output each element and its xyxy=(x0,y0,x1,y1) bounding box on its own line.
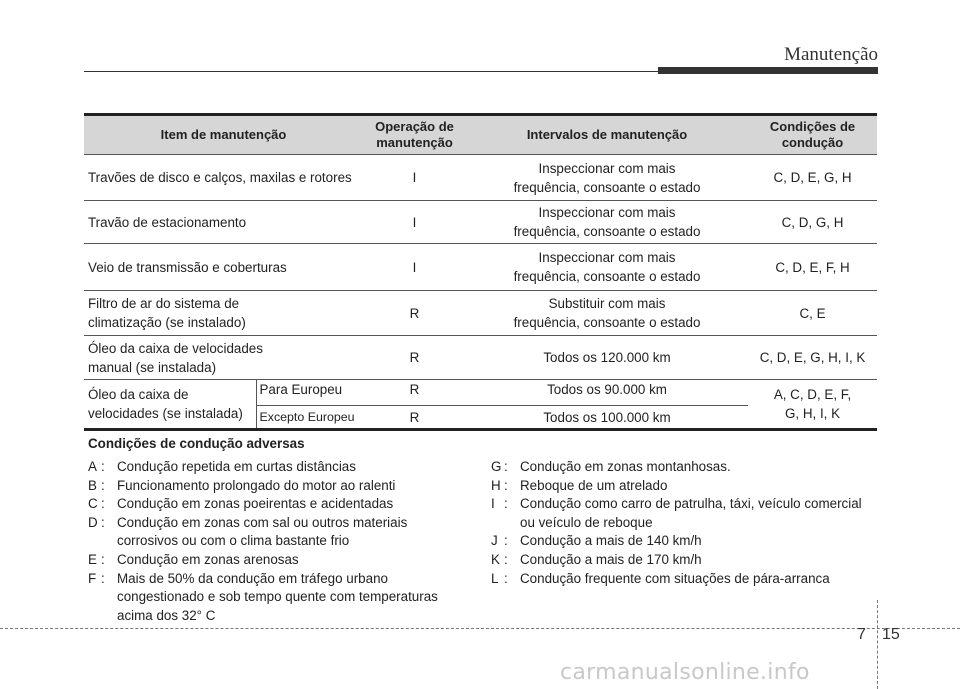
list-item: E : Condução em zonas arenosas xyxy=(88,551,299,567)
adverse-conditions-right xyxy=(491,458,881,588)
row-interval: Inspeccionar com mais frequência, consoante o estado xyxy=(466,244,748,291)
header-rule xyxy=(84,71,658,72)
row-item: Filtro de ar do sistema de climatização (se instalado) xyxy=(84,291,363,336)
row-conditions: C, D, E, G, H xyxy=(748,155,877,201)
row-interval: Inspeccionar com mais frequência, consoante o estado xyxy=(466,201,748,244)
list-item: D : Condução em zonas com sal ou outros materiais corrosivos ou com o clima bastante frio xyxy=(88,514,408,549)
row-operation: R xyxy=(363,336,466,380)
row-conditions: C, D, E, G, H, I, K xyxy=(748,336,877,380)
row-operation: I xyxy=(363,201,466,244)
list-item: G : Condução em zonas montanhosas. xyxy=(491,459,731,474)
row-interval: Todos os 120.000 km xyxy=(466,336,748,380)
list-item: K : Condução a mais de 170 km/h xyxy=(491,551,702,567)
row-item: Óleo da caixa de velocidades manual (se instalada) xyxy=(84,336,363,380)
adverse-conditions-title: Condições de condução adversas xyxy=(88,436,305,451)
table-row xyxy=(84,244,877,291)
row-operation: I xyxy=(363,155,466,201)
list-item: C : Condução em zonas poeirentas e acidentadas xyxy=(88,496,394,512)
table-row xyxy=(84,155,877,201)
watermark: carmanualsonline.info xyxy=(560,660,810,685)
row-item: Veio de transmissão e coberturas xyxy=(84,244,363,291)
row-conditions: C, D, E, F, H xyxy=(748,244,877,291)
table-row xyxy=(84,380,877,406)
row-sub-europe: Para Europeu xyxy=(256,380,363,406)
footer-rule xyxy=(0,628,960,629)
row-operation: R xyxy=(363,380,466,406)
table-header-row xyxy=(84,115,877,155)
page-section-title: Manutenção xyxy=(784,44,878,65)
table-row xyxy=(84,201,877,244)
adverse-conditions-left xyxy=(88,458,468,625)
row-item: Travões de disco e calços, maxilas e rotores xyxy=(84,155,363,201)
list-item: B : Funcionamento prolongado do motor ao ralenti xyxy=(88,477,396,493)
list-item: J : Condução a mais de 140 km/h xyxy=(491,533,702,549)
footer-divider xyxy=(877,600,878,689)
row-interval: Substituir com mais frequência, consoante o estado xyxy=(466,291,748,336)
row-interval: Todos os 90.000 km xyxy=(466,380,748,406)
row-item: Travão de estacionamento xyxy=(84,201,363,244)
list-item: A : Condução repetida em curtas distâncias xyxy=(88,459,356,474)
row-operation: I xyxy=(363,244,466,291)
page-number: 15 xyxy=(882,626,900,643)
row-sub-except-europe: Excepto Europeu xyxy=(256,406,363,430)
list-item: H : Reboque de um atrelado xyxy=(491,477,668,493)
table-row xyxy=(84,336,877,380)
col-header-conditions: Condições de condução xyxy=(748,115,877,155)
col-header-operation: Operação de manutenção xyxy=(363,115,466,155)
chapter-number: 7 xyxy=(857,626,866,643)
row-operation: R xyxy=(363,291,466,336)
col-header-intervals: Intervalos de manutenção xyxy=(466,115,748,155)
row-operation: R xyxy=(363,406,466,430)
row-conditions: A, C, D, E, F, G, H, I, K xyxy=(748,380,877,430)
table-row xyxy=(84,291,877,336)
row-conditions: C, E xyxy=(748,291,877,336)
list-item: L : Condução frequente com situações de pára-arranca xyxy=(491,570,830,586)
row-item: Óleo da caixa de velocidades (se instalada) xyxy=(84,380,256,430)
maintenance-table xyxy=(84,113,877,431)
header-rule-accent xyxy=(658,67,878,74)
row-interval: Todos os 100.000 km xyxy=(466,406,748,430)
list-item: I : Condução como carro de patrulha, táxi, veículo comercial ou veículo de reboque xyxy=(491,496,862,530)
list-item: F : Mais de 50% da condução em tráfego urbano congestionado e sob tempo quente com temperaturas acima dos 32° C xyxy=(88,570,438,623)
row-conditions: C, D, G, H xyxy=(748,201,877,244)
row-interval: Inspeccionar com mais frequência, consoante o estado xyxy=(466,155,748,201)
col-header-item: Item de manutenção xyxy=(84,115,363,155)
